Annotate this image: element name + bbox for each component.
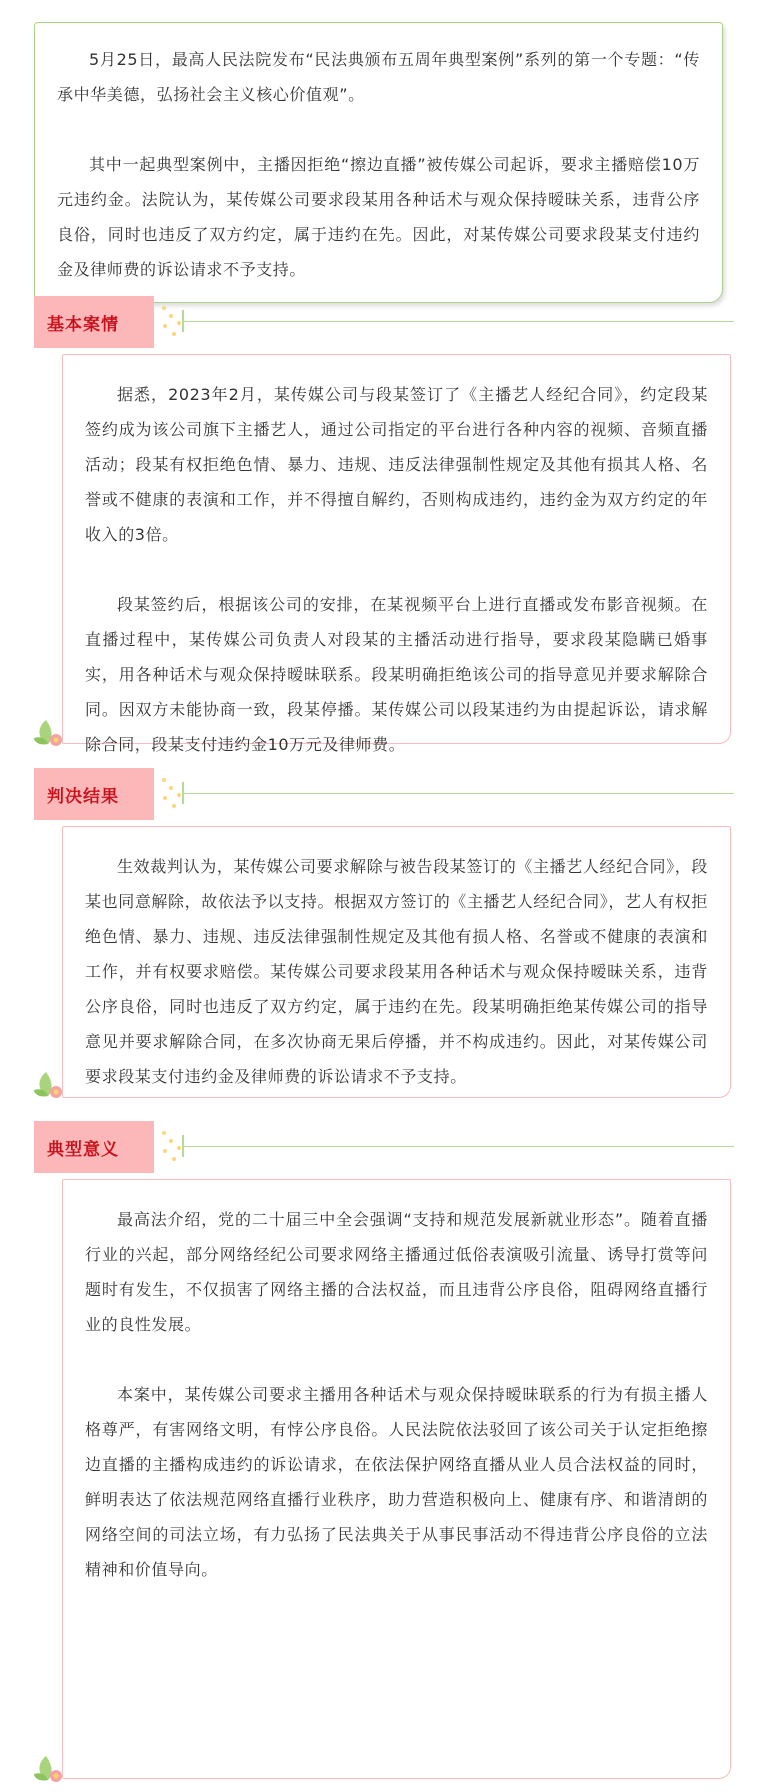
section-title: 基本案情 [47, 314, 119, 335]
section-header-significance [34, 1121, 734, 1173]
section-tag [34, 768, 154, 820]
section-title: 判决结果 [47, 786, 119, 807]
section-header-basic-facts [34, 296, 734, 348]
header-divider-line [184, 321, 734, 322]
section-paragraph: 生效裁判认为，某传媒公司要求解除与被告段某签订的《主播艺人经纪合同》，段某也同意解除，故依法予以支持。根据双方签订的《主播艺人经纪合同》，艺人有权拒绝色情、暴力、违规、违反法律强制性规定及其他有损人格、名誉或不健康的表演和工作，并有权要求赔偿。某传媒公司要求段某用各种话术与观众保持暧昧关系，违背公序良俗，同时也违反了双方约定，属于违约在先。段某明确拒绝某传媒公司的指导意见并要求解除合同，在多次协商无果后停播，并不构成违约。因此，对某传媒公司要求段某支付违约金及律师费的诉讼请求不予支持。 [85, 857, 708, 1086]
flower-leaf-icon [34, 1052, 78, 1104]
flower-leaf-icon [34, 1736, 78, 1788]
header-divider-line [184, 1146, 734, 1147]
section-box-significance [62, 1179, 731, 1779]
section-header-judgment [34, 768, 734, 820]
section-tag [34, 1121, 154, 1173]
flower-leaf-icon [34, 700, 78, 752]
header-divider-line [184, 793, 734, 794]
section-tag [34, 296, 154, 348]
section-paragraph: 最高法介绍，党的二十届三中全会强调“支持和规范发展新就业形态”。随着直播行业的兴起，部分网络经纪公司要求网络主播通过低俗表演吸引流量、诱导打赏等问题时有发生，不仅损害了网络主播的合法权益，而且违背公序良俗，阻碍网络直播行业的良性发展。 [85, 1210, 708, 1334]
section-paragraph: 段某签约后，根据该公司的安排，在某视频平台上进行直播或发布影音视频。在直播过程中，某传媒公司负责人对段某的主播活动进行指导，要求段某隐瞒已婚事实，用各种话术与观众保持暧昧联系。段某明确拒绝该公司的指导意见并要求解除合同。因双方未能协商一致，段某停播。某传媒公司以段某违约为由提起诉讼，请求解除合同，段某支付违约金10万元及律师费。 [85, 595, 708, 754]
section-paragraph: 本案中，某传媒公司要求主播用各种话术与观众保持暧昧联系的行为有损主播人格尊严，有害网络文明，有悖公序良俗。人民法院依法驳回了该公司关于认定拒绝擦边直播的主播构成违约的诉讼请求，在依法保护网络直播从业人员合法权益的同时，鲜明表达了依法规范网络直播行业秩序，助力营造积极向上、健康有序、和谐清朗的网络空间的司法立场，有力弘扬了民法典关于从事民事活动不得违背公序良俗的立法精神和价值导向。 [85, 1385, 708, 1579]
section-box-judgment [62, 826, 731, 1098]
intro-paragraph: 5月25日，最高人民法院发布“民法典颁布五周年典型案例”系列的第一个专题：“传承中华美德，弘扬社会主义核心价值观”。 [57, 50, 700, 104]
section-title: 典型意义 [47, 1139, 119, 1160]
intro-paragraph: 其中一起典型案例中，主播因拒绝“擦边直播”被传媒公司起诉，要求主播赔偿10万元违约金。法院认为，某传媒公司要求段某用各种话术与观众保持暧昧关系，违背公序良俗，同时也违反了双方约定，属于违约在先。因此，对某传媒公司要求段某支付违约金及律师费的诉讼请求不予支持。 [57, 155, 700, 279]
section-box-basic-facts [62, 354, 731, 754]
section-paragraph: 据悉，2023年2月，某传媒公司与段某签订了《主播艺人经纪合同》，约定段某签约成为该公司旗下主播艺人，通过公司指定的平台进行各种内容的视频、音频直播活动；段某有权拒绝色情、暴力、违规、违反法律强制性规定及其他有损其人格、名誉或不健康的表演和工作，并不得擅自解约，否则构成违约，违约金为双方约定的年收入的3倍。 [85, 385, 708, 544]
intro-box [34, 22, 723, 303]
